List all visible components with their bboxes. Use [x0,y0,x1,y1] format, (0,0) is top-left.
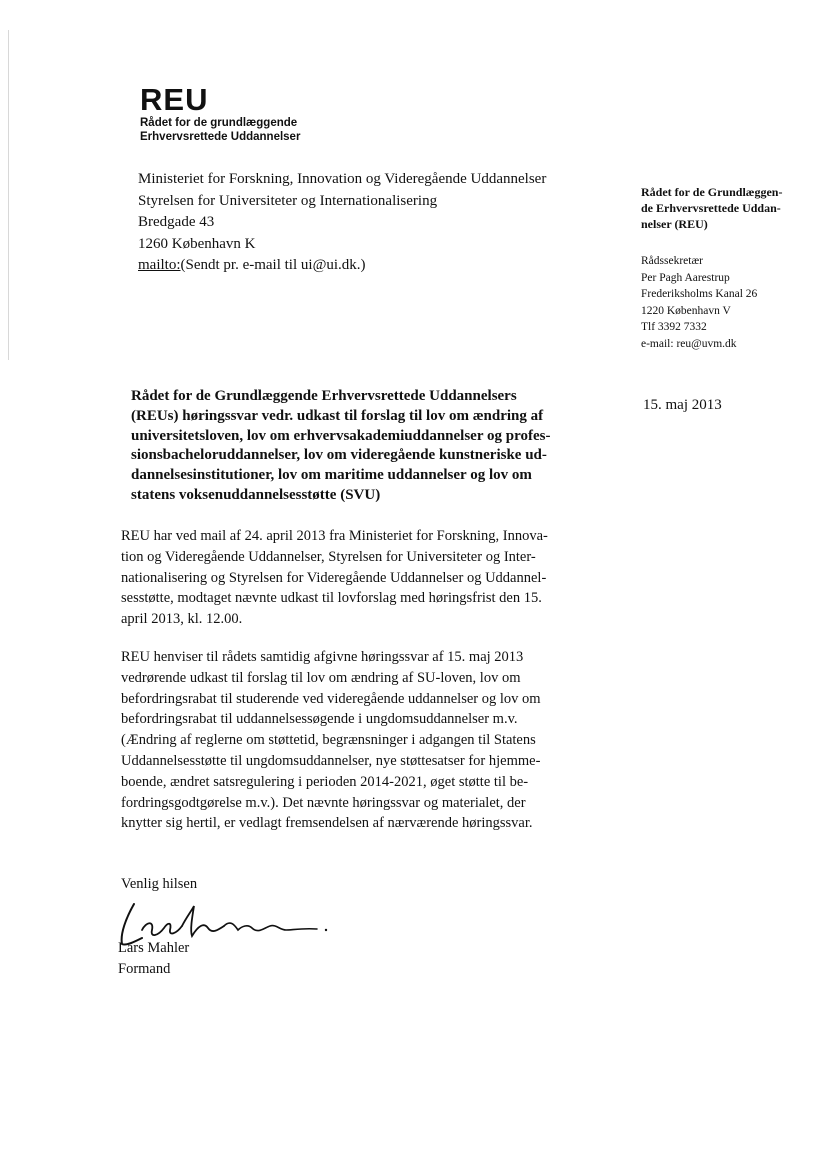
paragraph-line: fordringsgodtgørelse m.v.). Det nævnte høringssvar og materialet, der [121,794,526,811]
sender-title-line-2: de Erhvervsrettede Uddan- [641,201,781,215]
paragraph-line: vedrørende udkast til forslag til lov om ændring af SU-loven, lov om [121,669,521,686]
recipient-line-4: 1260 København K [138,235,256,252]
paragraph-line: befordringsrabat til uddannelsessøgende i ungdomsuddannelser m.v. [121,711,518,728]
body-paragraph-1 [121,526,586,630]
recipient-line-2: Styrelsen for Universiteter og Internationalisering [138,192,438,209]
subject-line: sionsbacheloruddannelser, lov om videregående kunstneriske ud- [131,447,547,464]
subject-heading [131,387,583,506]
logo-org-line-1: Rådet for de grundlæggende [140,117,298,129]
paragraph-line: boende, ændret satsregulering i perioden 2014-2021, øget støtte til be- [121,773,529,790]
logo-org-line-2: Erhvervsrettede Uddannelser [140,131,301,143]
sender-block [641,184,811,352]
paragraph-line: REU henviser til rådets samtidig afgivne høringssvar af 15. maj 2013 [121,649,524,665]
letter-date: 15. maj 2013 [643,397,722,413]
sender-street: Frederiksholms Kanal 26 [641,288,758,300]
sender-title-line-3: nelser (REU) [641,217,708,231]
subject-line: dannelsesinstitutioner, lov om maritime uddannelser og lov om [131,467,532,484]
paragraph-line: REU har ved mail af 24. april 2013 fra Ministeriet for Forskning, Innova- [121,528,548,544]
scan-edge-line [8,30,9,360]
paragraph-line: nationalisering og Styrelsen for Videregående Uddannelser og Uddannel- [121,569,547,586]
paragraph-line: april 2013, kl. 12.00. [121,611,243,628]
subject-line: universitetsloven, lov om erhvervsakademiuddannelser og profes- [131,427,551,444]
paragraph-line: sesstøtte, modtaget nævnte udkast til lovforslag med høringsfrist den 15. [121,590,542,607]
recipient-line-3: Bredgade 43 [138,214,215,230]
sender-name: Per Pagh Aarestrup [641,271,730,284]
closing-salutation: Venlig hilsen [121,876,198,892]
paragraph-line: Uddannelsesstøtte til ungdomsuddannelser, nye støttesatser for hjemme- [121,752,541,769]
letterhead-logo [140,84,300,144]
signer-name: Lars Mahler [118,940,190,956]
mail-note: (Sendt pr. e-mail til ui@ui.dk.) [180,257,366,273]
subject-line: statens voksenuddannelsesstøtte (SVU) [131,486,381,503]
mailto-link[interactable]: mailto: [138,257,181,273]
signer-block [118,938,189,979]
paragraph-line: befordringsrabat til studerende ved videregående uddannelser og lov om [121,690,541,707]
recipient-line-1: Ministeriet for Forskning, Innovation og Videregående Uddannelser [138,171,547,187]
paragraph-line: tion og Videregående Uddannelser, Styrelsen for Universiteter og Inter- [121,548,536,565]
sender-role: Rådssekretær [641,255,703,267]
sender-city: 1220 København V [641,304,731,317]
subject-line: Rådet for de Grundlæggende Erhvervsrettede Uddannelsers [131,388,517,404]
paragraph-line: knytter sig hertil, er vedlagt fremsendelsen af nærværende høringssvar. [121,815,533,832]
body-paragraph-2 [121,647,586,834]
sender-title [641,184,811,232]
recipient-mail-line [138,255,546,277]
sender-title-line-1: Rådet for de Grundlæggen- [641,185,783,199]
subject-line: (REUs) høringssvar vedr. udkast til forslag til lov om ændring af [131,407,544,424]
signer-title: Formand [118,960,171,977]
recipient-address [138,169,546,277]
logo-mark: REU [140,82,209,117]
sender-email: e-mail: reu@uvm.dk [641,337,737,350]
sender-phone: Tlf 3392 7332 [641,321,707,333]
paragraph-line: (Ændring af reglerne om støttetid, begrænsninger i adgangen til Statens [121,732,536,749]
